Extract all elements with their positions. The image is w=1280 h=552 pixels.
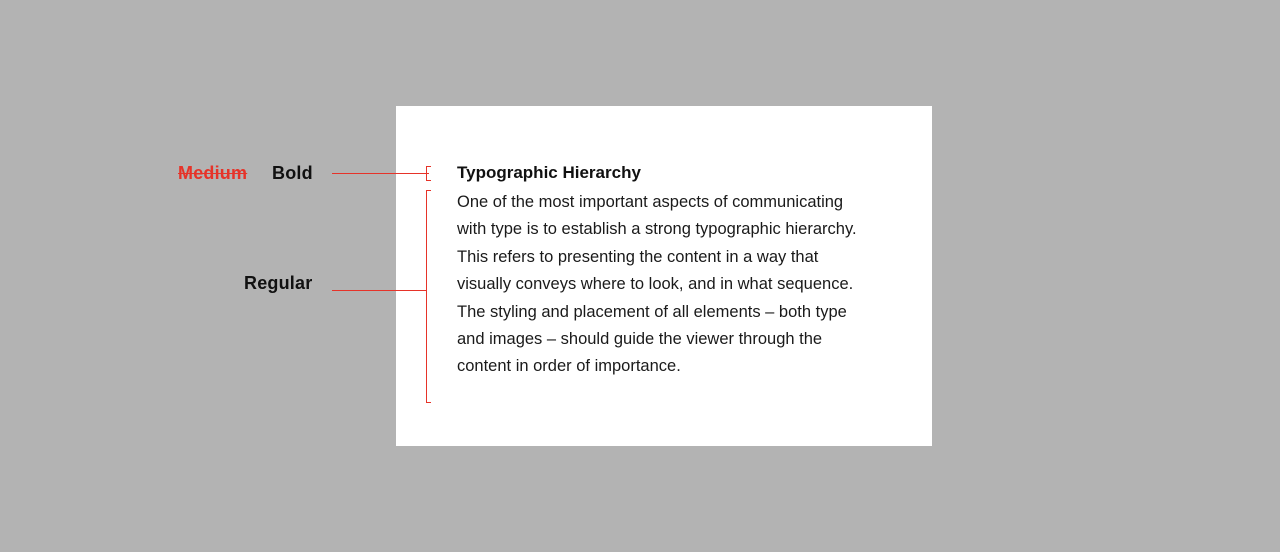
- title-bracket: [332, 167, 431, 181]
- weight-label-bold: Bold: [272, 163, 313, 183]
- card-title: Typographic Hierarchy: [457, 163, 641, 182]
- body-bracket: [332, 191, 431, 403]
- card-body-text: One of the most important aspects of communicating with type is to establish a strong typographic hierarchy. This refers to presenting the content in a way that visually conveys where to look, and in what sequence. The styling and placement of all elements – both type and images – should guide the viewer through the content in order of importance.: [457, 193, 857, 376]
- weight-label-regular: Regular: [244, 273, 313, 293]
- weight-label-medium-struck: Medium: [178, 163, 248, 183]
